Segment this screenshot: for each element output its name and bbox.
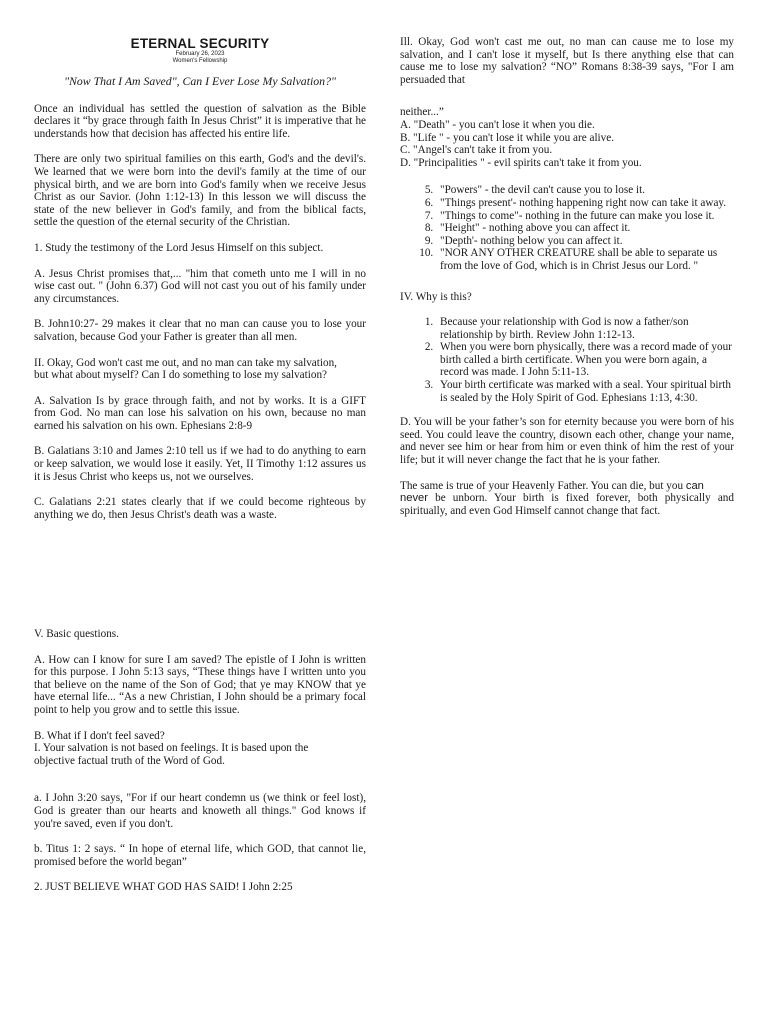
romans-item-a: A. "Death" - you can't lose it when you die.: [400, 118, 595, 131]
section-1-heading: 1. Study the testimony of the Lord Jesus Himself on this subject.: [34, 241, 324, 254]
romans-neither: neither...”: [400, 106, 444, 119]
two-families-paragraph: There are only two spiritual families on this earth, God's and the devil's. We learned that we were born into the devil's family at the time of our physical birth, and we are born into God's family when we receive Jesus Christ as our Savior. (John 1:12-13) In this lesson we will discuss the state of the new believer in God's family, and from the biblical facts, settle the question of the eternal security of the Christian.: [34, 153, 366, 229]
section-2c-paragraph: C. Galatians 2:21 states clearly that if we could become righteous by anything we do, then Jesus Christ's death was a waste.: [34, 496, 366, 521]
why-numbered-list: [400, 316, 734, 404]
document-group: Women's Fellowship: [172, 58, 228, 64]
list-item: 6. "Things present'- nothing happening right now can take it away.: [436, 197, 734, 210]
list-item: 9. "Depth'- nothing below you can affect it.: [436, 235, 734, 248]
heavenly-father-paragraph: [400, 480, 734, 518]
section-5-heading: V. Basic questions.: [34, 628, 119, 640]
section-5b-line-2: I. Your salvation is not based on feelings. It is based upon the: [34, 742, 309, 755]
heavenly-father-text-1: The same is true of your Heavenly Father. You can die, but you: [400, 479, 686, 492]
list-item: 3. Your birth certificate was marked with a seal. Your spiritual birth is sealed by the Holy Spirit of God. Ephesians 1:13, 4:30.: [436, 379, 734, 404]
section-5b-line-3: objective factual truth of the Word of God.: [34, 754, 225, 767]
romans-item-b: B. "Life " - you can't lose it while you are alive.: [400, 131, 615, 144]
section-3-paragraph: Ill. Okay, God won't cast me out, no man can cause me to lose my salvation, and I can't lose it myself, but Is there anything else that can cause me to lose my salvation? “NO” Romans 8:38-39 says, "For I am persuaded that: [400, 36, 734, 86]
section-2-line-1: II. Okay, God won't cast me out, and no man can take my salvation,: [34, 356, 337, 369]
section-2b-paragraph: B. Galatians 3:10 and James 2:10 tell us if we had to do anything to earn or keep salvation, we would lose it easily. Yet, II Timothy 1:12 assures us it is Jesus Christ who keeps us, not we ourselves.: [34, 445, 366, 483]
romans-list: [400, 106, 734, 169]
section-5b-b-paragraph: b. Titus 1: 2 says. “ In hope of eternal life, which GOD, that cannot lie, promised before the world began”: [34, 843, 366, 868]
left-bottom-column: [34, 628, 366, 907]
list-item: 8. "Height" - nothing above you can affect it.: [436, 222, 734, 235]
romans-item-c: C. "Angel's can't take it from you.: [400, 144, 553, 157]
list-item: 2. When you were born physically, there was a record made of your birth called a birth certificate. When you were born again, a record was made. I John 5:11-13.: [436, 341, 734, 379]
section-2-heading: [34, 357, 366, 382]
intro-paragraph: Once an individual has settled the question of salvation as the Bible declares it “by grace through faith In Jesus Christ” it is imperative that he understands how that decision has affected his entire life.: [34, 102, 366, 140]
document-title: ETERNAL SECURITY: [130, 36, 270, 51]
section-5-2-paragraph: 2. JUST BELIEVE WHAT GOD HAS SAID! I John 2:25: [34, 881, 293, 894]
section-1b-paragraph: B. John10:27- 29 makes it clear that no man can cause you to lose your salvation, because God your Father is greater than all men.: [34, 318, 366, 343]
section-5a-paragraph: A. How can I know for sure I am saved? The epistle of I John is written for this purpose. I John 5:13 says, “These things have I written unto you that believe on the name of the Son of God; that ye may KNOW that ye have eternal life... “As a new Christian, I John should be a primary focal point to help you grow and to settle this issue.: [34, 653, 366, 716]
section-2-line-2: but what about myself? Can I do something to lose my salvation?: [34, 369, 327, 382]
list-item: 5. "Powers" - the devil can't cause you to lose it.: [436, 184, 734, 197]
heavenly-father-never: never: [400, 492, 428, 505]
section-5b-paragraph: [34, 730, 366, 768]
list-item: 1. Because your relationship with God is now a father/son relationship by birth. Review John 1:12-13.: [436, 316, 734, 341]
section-5b-line-1: B. What if I don't feel saved?: [34, 729, 165, 742]
heavenly-father-can: can: [685, 479, 704, 492]
section-4d-paragraph: D. You will be your father’s son for eternity because you were born of his seed. You could leave the country, disown each other, change your name, and never see him or hear from him or even think of him the rest of your life; but it will never change the fact that he is your father.: [400, 416, 734, 467]
list-item: 7. "Things to come"- nothing in the future can make you lose it.: [436, 210, 734, 223]
section-4-heading: IV. Why is this?: [400, 290, 472, 303]
document-date: February 26, 2023: [175, 51, 225, 57]
section-1a-paragraph: A. Jesus Christ promises that,... "him that cometh unto me I will in no wise cast out. " (John 6.37) God will not cast you out of his family under any circumstances.: [34, 267, 366, 305]
list-item: 10. "NOR ANY OTHER CREATURE shall be able to separate us from the love of God, which is in Christ Jesus our Lord. ": [436, 247, 734, 272]
romans-numbered-list: [400, 184, 734, 272]
right-column: [400, 36, 734, 530]
heavenly-father-text-2: be unborn. Your birth is fixed forever, both physically and spiritually, and even God Himself cannot change that fact.: [400, 492, 734, 517]
section-2a-paragraph: A. Salvation Is by grace through faith, and not by works. It is a GIFT from God. No man can lose his salvation on his own, because no man earned his salvation on his own. Ephesians 2:8-9: [34, 394, 366, 432]
document-subtitle: "Now That I Am Saved", Can I Ever Lose My Salvation?": [64, 74, 336, 88]
left-column: [34, 36, 366, 534]
section-5b-a-paragraph: a. I John 3:20 says, "For if our heart condemn us (we think or feel lost), God is greater than our hearts and knoweth all things." God knows if you're saved, even if you don't.: [34, 792, 366, 830]
romans-item-d: D. "Principalities " - evil spirits can't take it from you.: [400, 156, 642, 169]
